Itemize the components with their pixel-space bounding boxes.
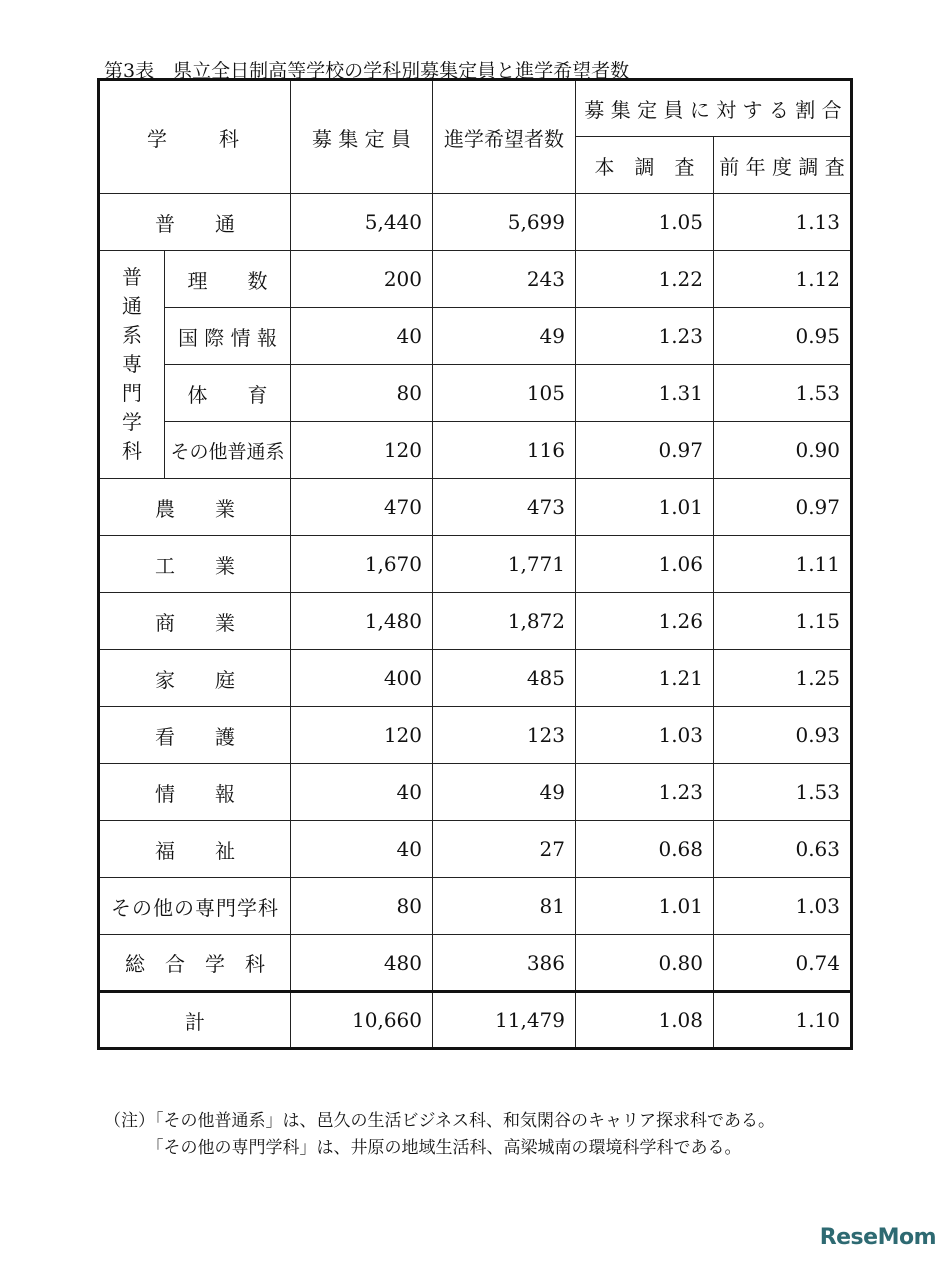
row-applicants: 473 xyxy=(433,479,576,536)
row-quota: 1,480 xyxy=(291,593,433,650)
row-ratio: 1.01 xyxy=(576,878,714,935)
table-row xyxy=(99,479,852,536)
row-applicants: 116 xyxy=(433,422,576,479)
row-name: 工 業 xyxy=(99,536,291,593)
table-row xyxy=(99,422,852,479)
row-ratio: 1.05 xyxy=(576,194,714,251)
row-prev: 1.11 xyxy=(714,536,852,593)
row-applicants: 243 xyxy=(433,251,576,308)
row-prev: 0.74 xyxy=(714,935,852,992)
row-ratio: 0.68 xyxy=(576,821,714,878)
row-quota: 80 xyxy=(291,878,433,935)
row-ratio: 1.26 xyxy=(576,593,714,650)
row-name: 普 通 xyxy=(99,194,291,251)
row-quota: 80 xyxy=(291,365,433,422)
row-ratio: 1.22 xyxy=(576,251,714,308)
enrollment-table xyxy=(97,78,853,1050)
row-prev: 1.53 xyxy=(714,764,852,821)
row-applicants: 49 xyxy=(433,764,576,821)
note-line-2: 「その他の専門学科」は、井原の地域生活科、高梁城南の環境科学科である。 xyxy=(104,1138,742,1158)
row-prev: 0.63 xyxy=(714,821,852,878)
row-quota: 470 xyxy=(291,479,433,536)
group-label: 普通系専門学科 xyxy=(122,265,142,463)
table-row xyxy=(99,308,852,365)
row-name: 情 報 xyxy=(99,764,291,821)
row-name: 総 合 学 科 xyxy=(99,935,291,992)
row-ratio: 1.06 xyxy=(576,536,714,593)
row-quota: 480 xyxy=(291,935,433,992)
total-prev: 1.10 xyxy=(714,992,852,1049)
row-ratio: 0.80 xyxy=(576,935,714,992)
row-prev: 1.03 xyxy=(714,878,852,935)
total-label: 計 xyxy=(99,992,291,1049)
header-subject: 学 科 xyxy=(99,80,291,194)
row-applicants: 27 xyxy=(433,821,576,878)
row-quota: 5,440 xyxy=(291,194,433,251)
row-quota: 40 xyxy=(291,764,433,821)
table-row xyxy=(99,536,852,593)
header-prev-survey: 前 年 度 調 査 xyxy=(714,137,852,194)
row-quota: 120 xyxy=(291,422,433,479)
row-ratio: 1.31 xyxy=(576,365,714,422)
row-name: 国 際 情 報 xyxy=(165,308,291,365)
row-applicants: 123 xyxy=(433,707,576,764)
total-row xyxy=(99,992,852,1049)
row-applicants: 81 xyxy=(433,878,576,935)
row-prev: 0.90 xyxy=(714,422,852,479)
row-name: 看 護 xyxy=(99,707,291,764)
header-this-survey: 本 調 査 xyxy=(576,137,714,194)
table-row xyxy=(99,365,852,422)
table-row xyxy=(99,707,852,764)
row-prev: 1.12 xyxy=(714,251,852,308)
header-quota: 募 集 定 員 xyxy=(291,80,433,194)
row-prev: 1.13 xyxy=(714,194,852,251)
row-quota: 200 xyxy=(291,251,433,308)
row-ratio: 0.97 xyxy=(576,422,714,479)
row-name: 福 祉 xyxy=(99,821,291,878)
total-applicants: 11,479 xyxy=(433,992,576,1049)
header-ratio-group: 募 集 定 員 に 対 す る 割 合 xyxy=(576,80,852,137)
header-applicants: 進学希望者数 xyxy=(433,80,576,194)
row-applicants: 49 xyxy=(433,308,576,365)
row-prev: 0.95 xyxy=(714,308,852,365)
table-row xyxy=(99,821,852,878)
row-ratio: 1.23 xyxy=(576,764,714,821)
row-ratio: 1.23 xyxy=(576,308,714,365)
row-name: 理 数 xyxy=(165,251,291,308)
row-name: 農 業 xyxy=(99,479,291,536)
table-title: 第3表 県立全日制高等学校の学科別募集定員と進学希望者数 xyxy=(104,60,630,82)
row-ratio: 1.21 xyxy=(576,650,714,707)
row-applicants: 1,771 xyxy=(433,536,576,593)
table-row xyxy=(99,251,852,308)
resemom-logo: ReseMom xyxy=(819,1225,936,1250)
row-name: 体 育 xyxy=(165,365,291,422)
table-row xyxy=(99,194,852,251)
row-applicants: 105 xyxy=(433,365,576,422)
row-ratio: 1.01 xyxy=(576,479,714,536)
row-prev: 1.53 xyxy=(714,365,852,422)
row-quota: 120 xyxy=(291,707,433,764)
total-quota: 10,660 xyxy=(291,992,433,1049)
row-name: その他普通系 xyxy=(165,422,291,479)
row-name: 商 業 xyxy=(99,593,291,650)
row-ratio: 1.03 xyxy=(576,707,714,764)
table-row xyxy=(99,764,852,821)
row-prev: 0.97 xyxy=(714,479,852,536)
row-prev: 0.93 xyxy=(714,707,852,764)
table-row xyxy=(99,935,852,992)
table-row xyxy=(99,878,852,935)
row-applicants: 1,872 xyxy=(433,593,576,650)
total-ratio: 1.08 xyxy=(576,992,714,1049)
row-quota: 40 xyxy=(291,308,433,365)
row-prev: 1.25 xyxy=(714,650,852,707)
table-row xyxy=(99,593,852,650)
row-quota: 40 xyxy=(291,821,433,878)
row-name: 家 庭 xyxy=(99,650,291,707)
row-applicants: 5,699 xyxy=(433,194,576,251)
row-prev: 1.15 xyxy=(714,593,852,650)
row-applicants: 485 xyxy=(433,650,576,707)
row-quota: 400 xyxy=(291,650,433,707)
group-label-cell xyxy=(99,251,165,479)
row-name: その他の専門学科 xyxy=(99,878,291,935)
note-line-1: （注）「その他普通系」は、邑久の生活ビジネス科、和気閑谷のキャリア探求科である。 xyxy=(104,1111,775,1131)
table-row xyxy=(99,650,852,707)
row-applicants: 386 xyxy=(433,935,576,992)
row-quota: 1,670 xyxy=(291,536,433,593)
